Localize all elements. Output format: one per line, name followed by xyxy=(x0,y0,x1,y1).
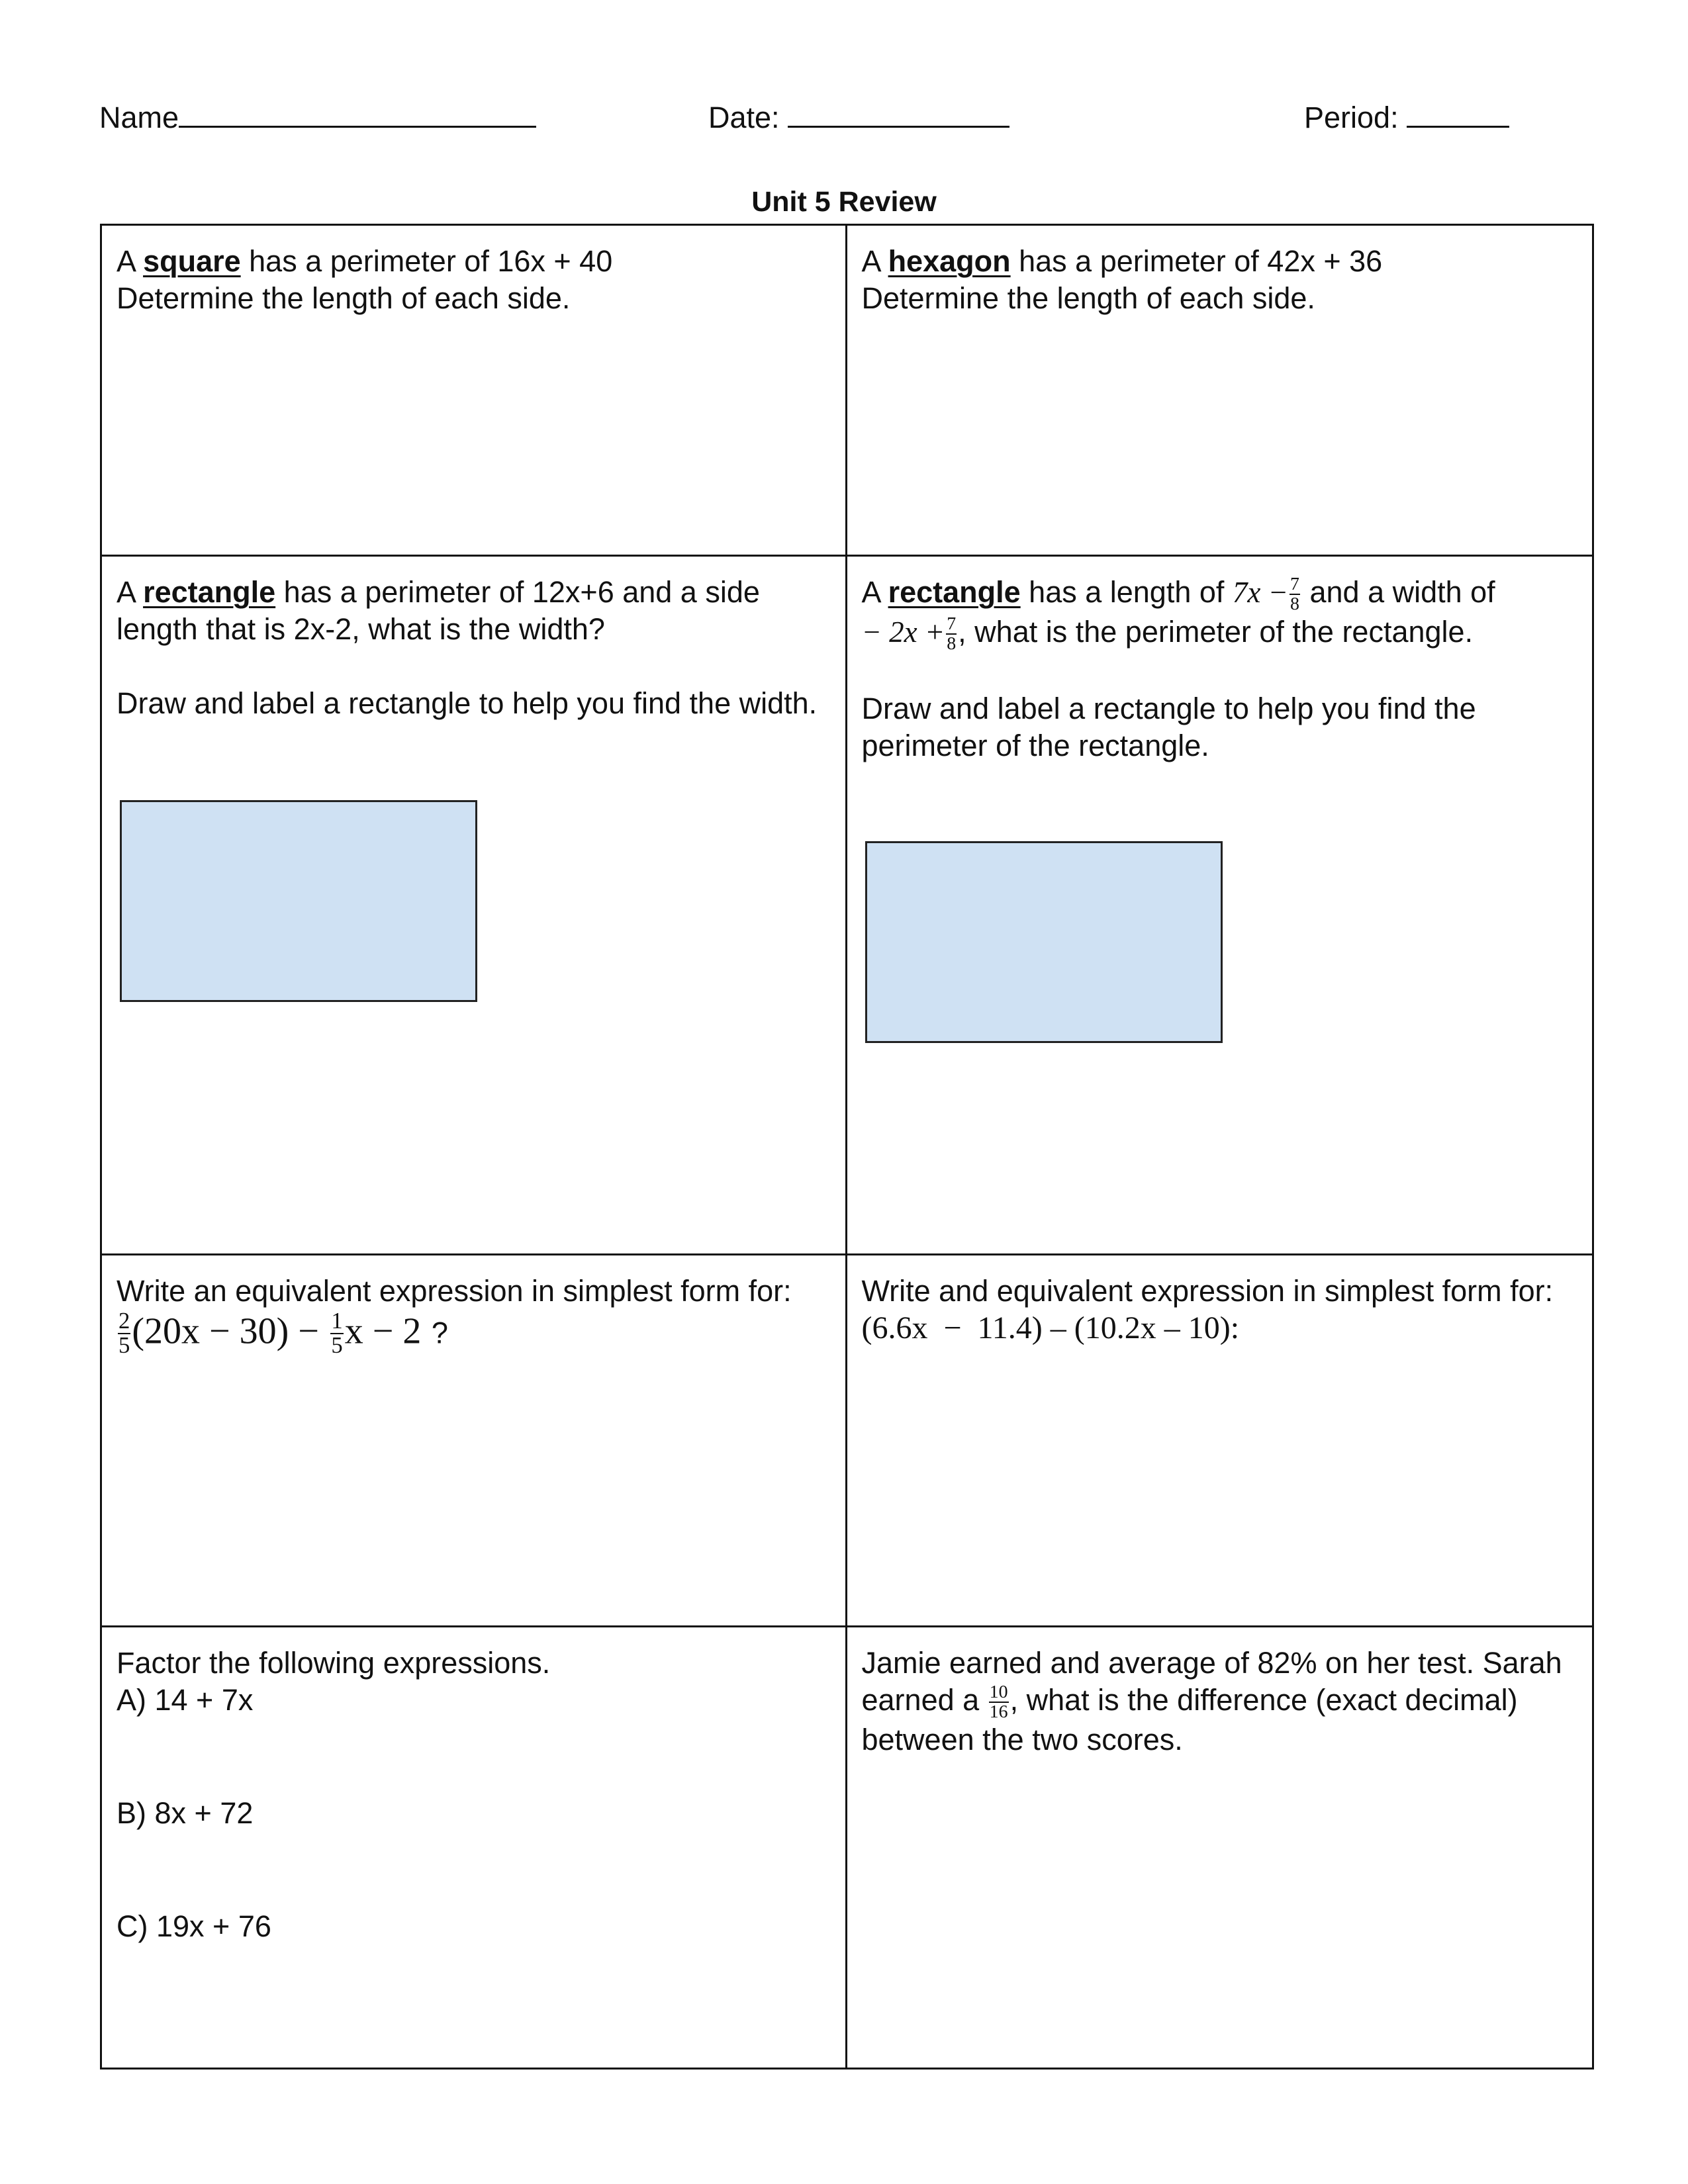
factor-item-a: A) 14 + 7x xyxy=(117,1683,254,1717)
equivalent-2-prompt: Write and equivalent expression in simplest form for: xyxy=(861,1274,1554,1308)
rectangle-width-instruction: Draw and label a rectangle to help you find the width. xyxy=(117,686,818,720)
problem-factor[interactable] xyxy=(102,1627,847,2068)
length-fraction: $\frac{7}{8}$ xyxy=(1290,574,1299,615)
equivalent-1-expression: $\frac{2}{5}$ (20x − 30) − $\frac{1}{5}$ x − 2 ? xyxy=(118,1308,448,1358)
rectangle-drawing xyxy=(120,800,477,1002)
period-field[interactable] xyxy=(1304,98,1509,138)
width-expression: − 2x + xyxy=(861,615,945,649)
factor-prompt: Factor the following expressions. xyxy=(117,1646,551,1680)
fraction-two-fifths: $\frac{2}{5}$ xyxy=(118,1308,130,1358)
problem-grid xyxy=(100,224,1594,2070)
name-blank[interactable] xyxy=(179,99,536,128)
date-label: Date: xyxy=(708,101,780,134)
date-field[interactable] xyxy=(708,98,1009,138)
problem-square-line2: Determine the length of each side. xyxy=(117,281,571,315)
problem-rectangle-width-text: A rectangle has a perimeter of 12x+6 and a side length that is 2x-2, what is the width? xyxy=(117,575,760,646)
factor-item-c: C) 19x + 76 xyxy=(117,1909,271,1943)
rectangle-perimeter-instruction: Draw and label a rectangle to help you find the perimeter of the rectangle. xyxy=(861,692,1476,763)
scores-line2: earned a $\frac{10}{16}$ , what is the difference (exact decimal) xyxy=(861,1682,1518,1723)
equivalent-1-prompt: Write an equivalent expression in simplest form for: xyxy=(117,1274,792,1308)
problem-hexagon-line1: A hexagon has a perimeter of 42x + 36 xyxy=(861,244,1383,278)
problem-equivalent-2[interactable] xyxy=(847,1255,1593,1627)
keyword-hexagon: hexagon xyxy=(888,244,1011,278)
problem-rectangle-width[interactable] xyxy=(102,557,847,1255)
length-expression: 7x − xyxy=(1232,576,1289,609)
keyword-rectangle: rectangle xyxy=(888,575,1021,609)
rectangle-drawing xyxy=(865,841,1223,1043)
problem-hexagon[interactable] xyxy=(847,226,1593,557)
period-blank[interactable] xyxy=(1407,99,1509,128)
keyword-square: square xyxy=(143,244,241,278)
scores-line3: between the two scores. xyxy=(861,1723,1183,1757)
problem-scores[interactable] xyxy=(847,1627,1593,2068)
problem-hexagon-line2: Determine the length of each side. xyxy=(861,281,1315,315)
period-label: Period: xyxy=(1304,101,1399,134)
problem-square-line1: A square has a perimeter of 16x + 40 xyxy=(117,244,613,278)
date-blank[interactable] xyxy=(788,99,1009,128)
page-title: Unit 5 Review xyxy=(751,186,937,218)
factor-item-b: B) 8x + 72 xyxy=(117,1796,254,1830)
fraction-ten-sixteenths: $\frac{10}{16}$ xyxy=(989,1682,1008,1723)
name-label: Name xyxy=(99,101,179,134)
problem-rectangle-perimeter[interactable] xyxy=(847,557,1593,1255)
name-field[interactable] xyxy=(99,98,536,138)
keyword-rectangle: rectangle xyxy=(143,575,276,609)
problem-square[interactable] xyxy=(102,226,847,557)
scores-line1: Jamie earned and average of 82% on her test. Sarah xyxy=(861,1646,1562,1680)
problem-rectangle-perimeter-text: A rectangle has a length of 7x − $\frac{7}{8}$ and a width of − 2x + $\frac{7}{8}$ , what is the perimeter of the rectangle. xyxy=(861,574,1495,655)
fraction-one-fifth: $\frac{1}{5}$ xyxy=(331,1308,343,1358)
width-fraction: $\frac{7}{8}$ xyxy=(947,614,957,655)
equivalent-2-expression: (6.6x − 11.4) – (10.2x – 10): xyxy=(861,1310,1240,1345)
problem-equivalent-1[interactable] xyxy=(102,1255,847,1627)
